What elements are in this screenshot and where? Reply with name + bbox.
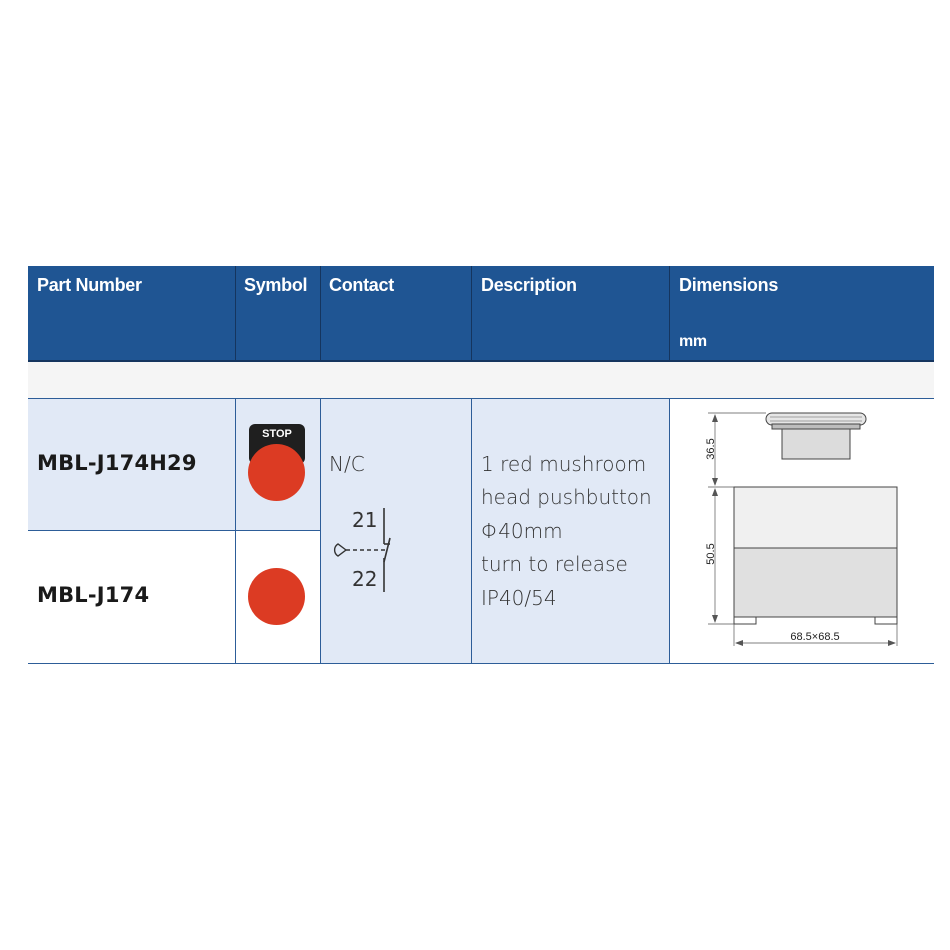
terminal-bottom-label: 22 <box>352 567 378 591</box>
header-separator <box>669 266 670 360</box>
description-line: Φ40mm <box>481 519 563 543</box>
description-line: head pushbutton <box>481 485 652 509</box>
header-dimensions: Dimensions <box>679 275 779 295</box>
header-separator <box>320 266 321 360</box>
description-line: 1 red mushroom <box>481 452 647 476</box>
row-bottom-border <box>28 663 934 664</box>
dimension-height-body: 50.5 <box>705 543 717 565</box>
stop-badge-label: STOP <box>262 428 292 440</box>
header-symbol: Symbol <box>244 275 308 295</box>
red-button-icon <box>248 568 305 625</box>
row-top-border <box>28 398 934 399</box>
dimension-height-top: 36.5 <box>705 438 717 460</box>
header-separator <box>471 266 472 360</box>
nc-switch-symbol-icon <box>322 500 402 600</box>
dimension-base: 68.5×68.5 <box>790 631 840 643</box>
contact-type: N/C <box>329 452 365 476</box>
column-separator <box>235 399 236 664</box>
header-contact: Contact <box>329 275 394 295</box>
red-button-icon <box>248 444 305 501</box>
row-divider <box>28 530 321 531</box>
part-number-row-1: MBL-J174H29 <box>37 451 197 475</box>
terminal-top-label: 21 <box>352 508 378 532</box>
column-separator <box>320 399 321 664</box>
description-line: IP40/54 <box>481 586 557 610</box>
column-separator <box>471 399 472 664</box>
spacer-band <box>28 362 934 398</box>
header-description: Description <box>481 275 577 295</box>
description-line: turn to release <box>481 552 628 576</box>
part-number-row-2: MBL-J174 <box>37 583 150 607</box>
header-part-number: Part Number <box>37 275 142 295</box>
header-separator <box>235 266 236 360</box>
header-dimensions-unit: mm <box>679 333 707 350</box>
